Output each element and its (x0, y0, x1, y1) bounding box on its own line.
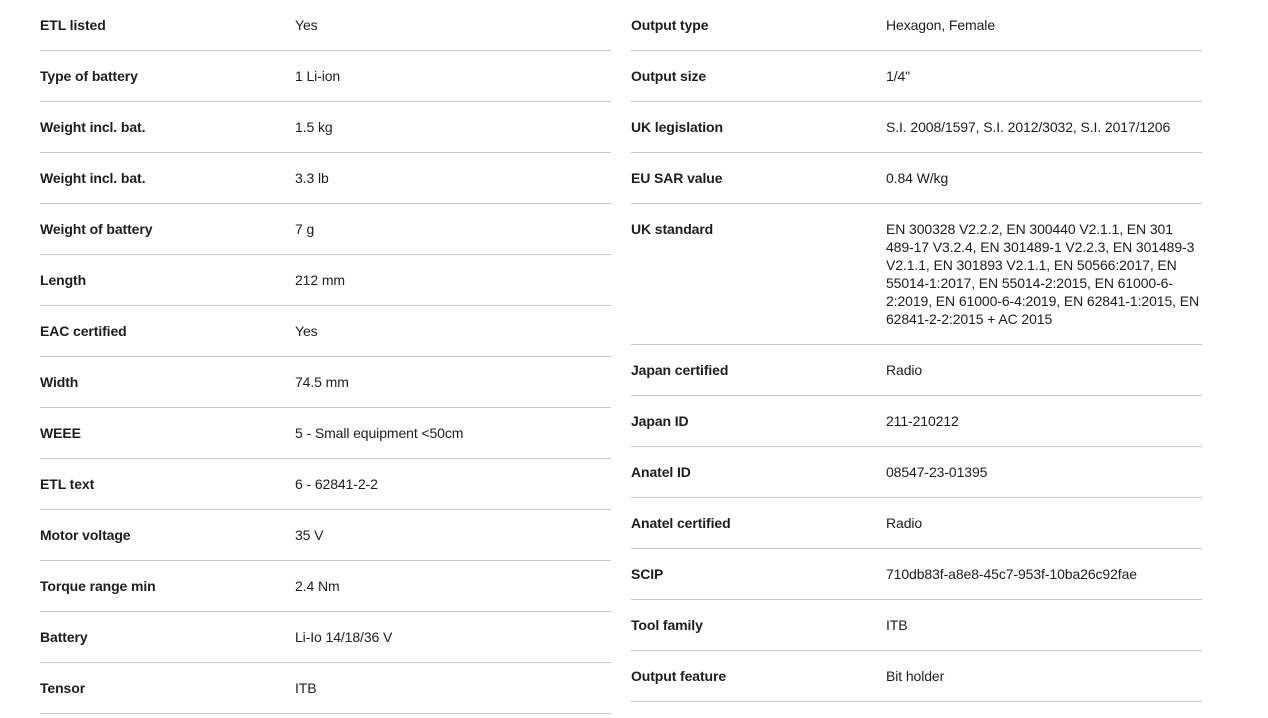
spec-column-left (40, 0, 611, 714)
spec-row (40, 408, 611, 459)
spec-value: 1 Li-ion (295, 68, 341, 84)
spec-value: 35 V (295, 527, 324, 543)
spec-value: 0.84 W/kg (886, 170, 949, 186)
spec-row (40, 612, 611, 663)
spec-value: EN 300328 V2.2.2, EN 300440 V2.1.1, EN 301 489-17 V3.2.4, EN 301489-1 V2.2.3, EN 301489-3 V2.1.1, EN 301893 V2.1.1, EN 50566:2017, EN 55014-1:2017, EN 55014-2:2015, EN 61000-6-2:2019, EN 61000-6-4:2019, EN 62841-1:2015, EN 62841-2-2:2015 + AC 2015 (886, 221, 1199, 327)
spec-value: Li-Io 14/18/36 V (295, 629, 393, 645)
spec-label: ETL text (40, 476, 95, 492)
spec-label: Length (40, 272, 87, 288)
spec-row (631, 600, 1202, 651)
spec-row (631, 447, 1202, 498)
spec-value: 1/4" (886, 68, 911, 84)
spec-row (631, 396, 1202, 447)
spec-value: Radio (886, 515, 923, 531)
spec-column-right (631, 0, 1202, 702)
spec-row (631, 204, 1202, 345)
spec-label: Anatel ID (631, 464, 691, 480)
spec-row (631, 51, 1202, 102)
spec-value: 3.3 lb (295, 170, 329, 186)
spec-value: ITB (295, 680, 317, 696)
spec-label: Japan ID (631, 413, 689, 429)
spec-value: 212 mm (295, 272, 345, 288)
spec-label: WEEE (40, 425, 81, 441)
spec-row (631, 651, 1202, 702)
spec-value: 7 g (295, 221, 315, 237)
spec-value: 211-210212 (886, 413, 959, 429)
spec-value: ITB (886, 617, 908, 633)
spec-row (40, 510, 611, 561)
spec-label: ETL listed (40, 17, 106, 33)
spec-value: Bit holder (886, 668, 945, 684)
spec-value: Hexagon, Female (886, 17, 996, 33)
spec-row (40, 561, 611, 612)
spec-label: Weight incl. bat. (40, 119, 146, 135)
spec-value: 5 - Small equipment <50cm (295, 425, 464, 441)
spec-label: EU SAR value (631, 170, 723, 186)
spec-row (40, 357, 611, 408)
spec-value: 1.5 kg (295, 119, 333, 135)
spec-label: EAC certified (40, 323, 127, 339)
spec-label: Tensor (40, 680, 86, 696)
spec-label: UK standard (631, 221, 714, 237)
spec-row (631, 102, 1202, 153)
spec-row (40, 153, 611, 204)
spec-row (40, 255, 611, 306)
spec-label: Type of battery (40, 68, 138, 84)
spec-row (40, 204, 611, 255)
spec-value: S.I. 2008/1597, S.I. 2012/3032, S.I. 2017/1206 (886, 119, 1171, 135)
spec-row (40, 102, 611, 153)
spec-row (40, 51, 611, 102)
spec-row (631, 153, 1202, 204)
spec-row (40, 663, 611, 714)
spec-row (40, 306, 611, 357)
spec-table (40, 0, 1268, 714)
spec-row (631, 498, 1202, 549)
spec-value: Radio (886, 362, 923, 378)
spec-label: Motor voltage (40, 527, 131, 543)
spec-row (631, 0, 1202, 51)
spec-label: SCIP (631, 566, 664, 582)
spec-value: 74.5 mm (295, 374, 349, 390)
spec-label: Output feature (631, 668, 727, 684)
spec-label: Torque range min (40, 578, 156, 594)
spec-row (40, 0, 611, 51)
spec-label: Japan certified (631, 362, 729, 378)
spec-value: 6 - 62841-2-2 (295, 476, 378, 492)
spec-label: Tool family (631, 617, 703, 633)
spec-value: 2.4 Nm (295, 578, 340, 594)
spec-label: Weight of battery (40, 221, 153, 237)
spec-row (40, 459, 611, 510)
spec-label: Width (40, 374, 79, 390)
spec-row (631, 549, 1202, 600)
spec-label: Output type (631, 17, 709, 33)
spec-label: Weight incl. bat. (40, 170, 146, 186)
spec-row (631, 345, 1202, 396)
spec-value: 08547-23-01395 (886, 464, 988, 480)
spec-label: Battery (40, 629, 88, 645)
spec-value: Yes (295, 17, 318, 33)
spec-label: Anatel certified (631, 515, 731, 531)
spec-label: Output size (631, 68, 707, 84)
spec-label: UK legislation (631, 119, 723, 135)
spec-value: Yes (295, 323, 318, 339)
spec-value: 710db83f-a8e8-45c7-953f-10ba26c92fae (886, 566, 1137, 582)
